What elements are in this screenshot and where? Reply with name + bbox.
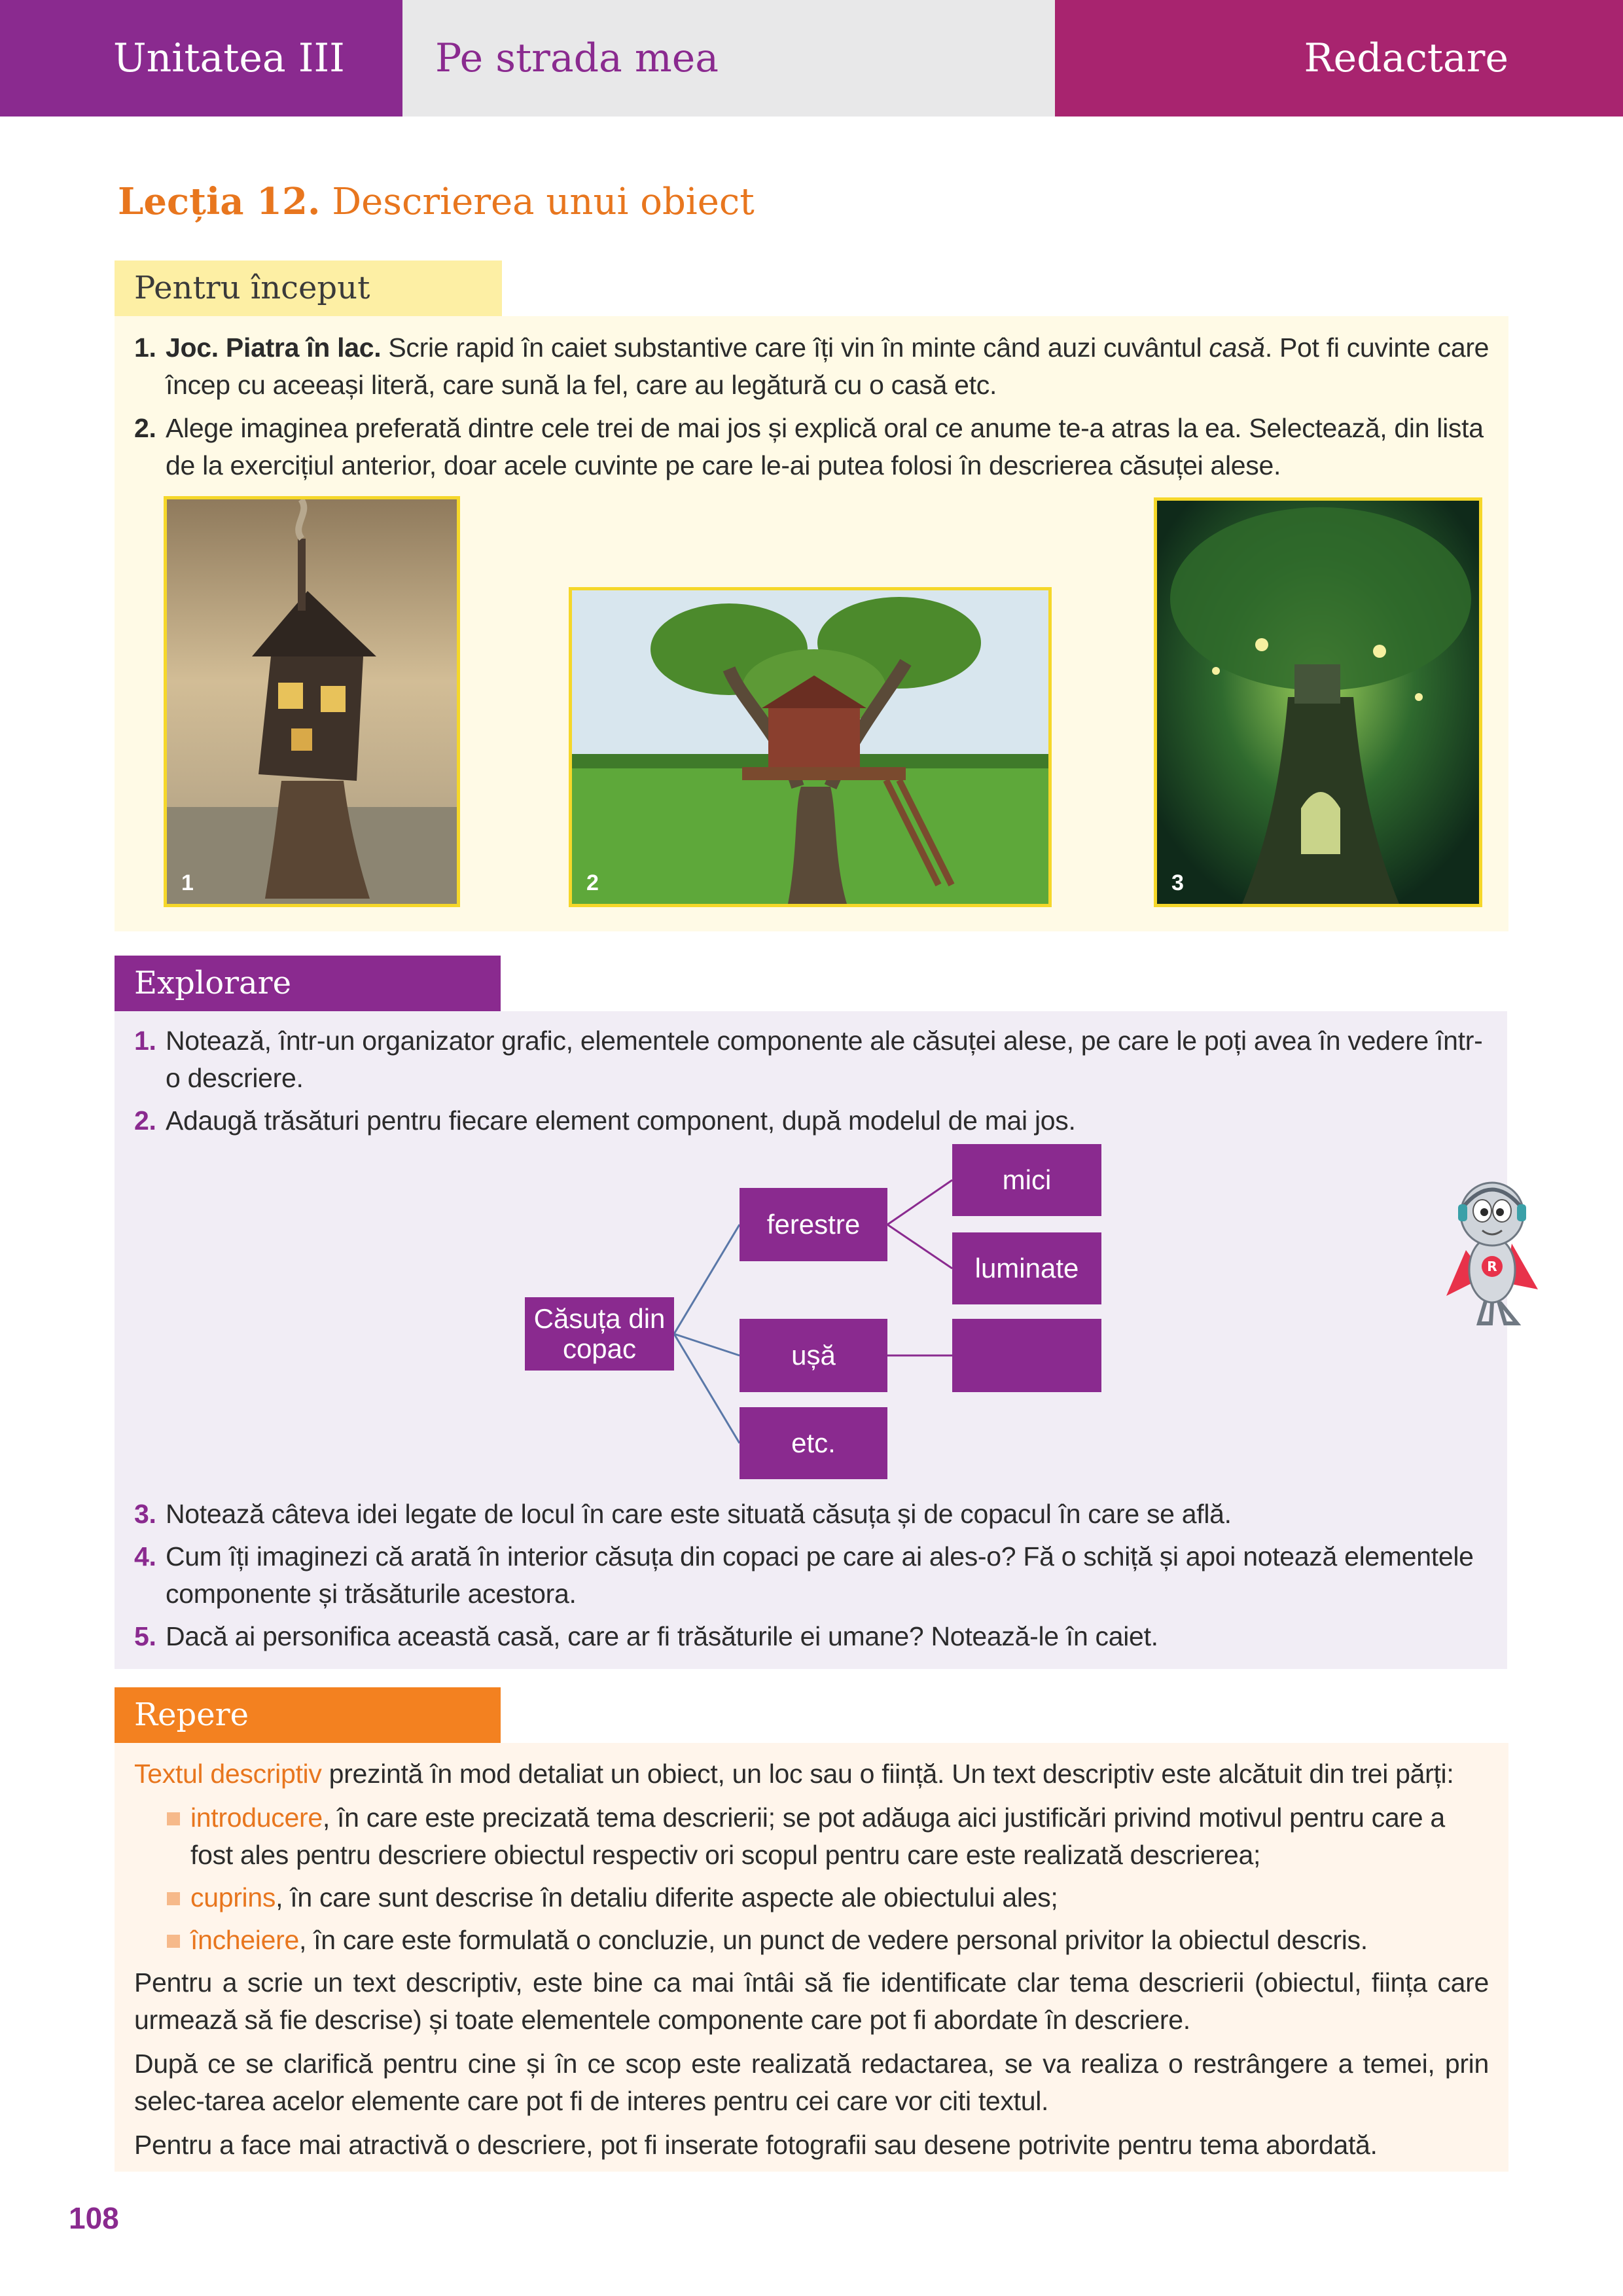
list-item (134, 1496, 1492, 1533)
item-text: Adaugă trăsături pentru fiecare element component, după modelul de mai jos. (166, 1105, 1076, 1136)
diagram-node-empty (952, 1319, 1101, 1392)
bullet-text (190, 1922, 1489, 1959)
repere-title: Repere (115, 1687, 501, 1743)
diagram-node-usa: ușă (740, 1319, 887, 1392)
page-number: 108 (69, 2201, 119, 2235)
diagram-node-etc: etc. (740, 1407, 887, 1479)
bullet-text (190, 1879, 1489, 1916)
item-text: Notează, într-un organizator grafic, elementele componente ale căsuței alese, pe care le poți avea în vedere într-o descriere. (166, 1026, 1483, 1093)
list-item (167, 1879, 1489, 1916)
item-number: 2. (134, 1105, 156, 1136)
bullet-square-icon (167, 1892, 180, 1905)
list-item (134, 1022, 1492, 1097)
list-item (134, 1102, 1492, 1139)
item-text-part: Scrie rapid în caiet substantive care îți vin în minte când auzi cuvântul (381, 332, 1209, 363)
diagram-node-ferestre: ferestre (740, 1188, 887, 1261)
repere-paragraph: După ce se clarifică pentru cine și în ce scop este realizată redactarea, se va realiza o restrângere a temei, prin selec-tarea acelor elemente care pot fi de interes pentru cei care vor citi textul. (134, 2049, 1489, 2116)
list-item (167, 1922, 1489, 1959)
explorare-title: Explorare (115, 956, 501, 1011)
bullet-rest: , în care este formulată o concluzie, un punct de vedere personal privitor la obiectul descris. (298, 1925, 1368, 1955)
intro-rest: prezintă în mod detaliat un obiect, un loc sau o ființă. Un text descriptiv este alcătuit din trei părți: (321, 1759, 1454, 1789)
explorare-list (134, 1022, 1492, 1145)
bullet-square-icon (167, 1935, 180, 1948)
lesson-name: Descrierea unui obiect (320, 181, 755, 223)
svg-text:R: R (1487, 1259, 1497, 1274)
item-text: Dacă ai personifica această casă, care ar fi trăsăturile ei umane? Notează-le în caiet. (166, 1621, 1158, 1651)
item-text: Notează câteva idei legate de locul în care este situată căsuța și de copacul în care se află. (166, 1499, 1232, 1529)
explorare-list-continued (134, 1496, 1492, 1660)
image-number: 1 (181, 870, 194, 895)
repere-intro (134, 1755, 1489, 1793)
repere-paragraph: Pentru a scrie un text descriptiv, este bine ca mai întâi să fie identificate clar tema descrierii (obiectul, ființa care urmează să fie descrise) și toate elementele componente care pot fi abordate în descriere. (134, 1967, 1489, 2035)
item-number: 3. (134, 1499, 156, 1529)
image-stump-house (164, 496, 460, 907)
list-item (134, 1618, 1492, 1655)
item-number: 1. (134, 1026, 156, 1056)
list-item (134, 329, 1492, 404)
item-number: 2. (134, 413, 156, 443)
image-treehouse-field (569, 587, 1052, 907)
image-fairy-tree-house (1154, 497, 1482, 907)
emphasis-word: casă (1209, 332, 1265, 363)
repere-paragraph: Pentru a face mai atractivă o descriere, pot fi inserate fotografii sau desene potrivite pentru tema abordată. (134, 2130, 1378, 2160)
item-number: 1. (134, 332, 156, 363)
diagram-node-mici: mici (952, 1144, 1101, 1216)
bullet-rest: , în care este precizată tema descrierii; se pot adăuga aici justificări privind motivul pentru care a fost ales pentru descriere obiectul respectiv ori scopul pentru care este realizată descrierea; (190, 1803, 1445, 1870)
item-text-part: . Pot fi cuvinte care încep cu aceeași literă, care sună la fel, care au legătură cu o casă etc. (166, 332, 1489, 400)
pentru-inceput-title: Pentru început (115, 260, 502, 316)
section-label: Redactare (1304, 35, 1508, 81)
pentru-inceput-list (134, 329, 1492, 490)
lesson-number: Lecția 12. (118, 180, 321, 223)
item-text: Cum îți imaginezi că arată în interior căsuța din copaci pe care ai ales-o? Fă o schiță și apoi notează elementele componente și trăsăturile acestora. (166, 1541, 1474, 1609)
list-item (134, 410, 1492, 484)
unit-label: Unitatea III (113, 35, 345, 81)
diagram-node-luminate: luminate (952, 1232, 1101, 1304)
bullet-square-icon (167, 1812, 180, 1825)
item-number: 5. (134, 1621, 156, 1651)
item-text (166, 329, 1492, 404)
bullet-text (190, 1799, 1489, 1874)
image-number: 2 (586, 870, 599, 895)
bullet-rest: , în care sunt descrise în detaliu diferite aspecte ale obiectului ales; (276, 1882, 1058, 1912)
term-highlight: introducere (190, 1803, 323, 1833)
repere-text (134, 1755, 1489, 2170)
list-item (134, 1538, 1492, 1613)
item-text: Alege imaginea preferată dintre cele trei de mai jos și explică oral ce anume te-a atras la ea. Selectează, din lista de la exercițiul anterior, doar acele cuvinte pe care le-ai putea folosi în descrierea căsuței alese. (166, 413, 1484, 480)
term-highlight: încheiere (190, 1925, 299, 1955)
item-number: 4. (134, 1541, 156, 1571)
lesson-title (118, 180, 755, 223)
image-number: 3 (1171, 870, 1184, 895)
game-title: Joc. Piatra în lac. (166, 332, 382, 363)
mascot-icon (1440, 1172, 1544, 1329)
term-highlight: cuprins (190, 1882, 276, 1912)
chapter-title: Pe strada mea (435, 35, 719, 81)
diagram-root-node: Căsuța din copac (525, 1297, 674, 1371)
list-item (167, 1799, 1489, 1874)
term-highlight: Textul descriptiv (134, 1759, 322, 1789)
